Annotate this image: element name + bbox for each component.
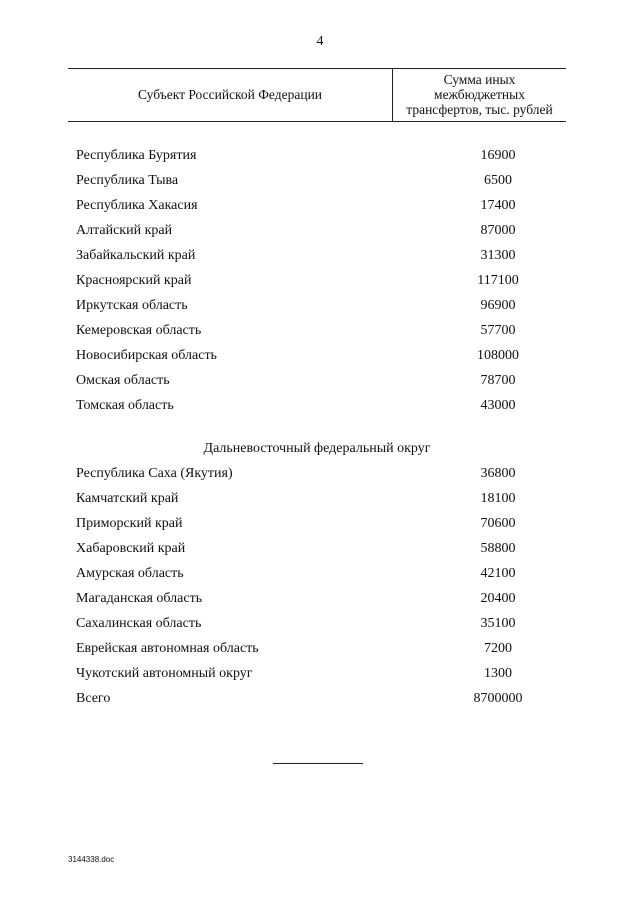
row-value: 57700 [480, 323, 516, 338]
row-name: Красноярский край [76, 273, 192, 288]
row-name: Алтайский край [76, 223, 173, 238]
table-row [68, 516, 566, 541]
table-row [68, 491, 566, 516]
row-value: 78700 [480, 373, 516, 388]
row-name: Республика Бурятия [76, 148, 197, 163]
row-name: Камчатский край [76, 491, 179, 506]
row-value: 17400 [480, 198, 516, 213]
header-amount-line1: Сумма иных [443, 72, 516, 87]
table-row [68, 223, 566, 248]
header-subject: Субъект Российской Федерации [137, 87, 323, 102]
row-name: Еврейская автономная область [76, 641, 259, 656]
page-number: 4 [316, 34, 324, 49]
header-amount [393, 72, 566, 117]
row-value: 43000 [480, 398, 516, 413]
table-row [68, 373, 566, 398]
row-name: Республика Хакасия [76, 198, 198, 213]
row-name: Амурская область [76, 566, 184, 581]
transfers-table [68, 68, 566, 706]
row-value: 20400 [480, 591, 516, 606]
table-row [68, 591, 566, 616]
row-value: 87000 [480, 223, 516, 238]
row-value: 108000 [477, 348, 519, 363]
header-amount-line2: межбюджетных [434, 87, 525, 102]
row-name: Сахалинская область [76, 616, 202, 631]
row-name: Чукотский автономный округ [76, 666, 253, 681]
row-name: Забайкальский край [76, 248, 196, 263]
row-value: 7200 [484, 641, 512, 656]
row-name: Омская область [76, 373, 170, 388]
table-row [68, 348, 566, 373]
table-row [68, 616, 566, 641]
section2-rows [68, 466, 566, 716]
table-header [68, 68, 566, 122]
row-name: Магаданская область [76, 591, 203, 606]
row-value: 16900 [480, 148, 516, 163]
row-value: 36800 [480, 466, 516, 481]
table-row [68, 541, 566, 566]
row-value: 70600 [480, 516, 516, 531]
row-name: Кемеровская область [76, 323, 202, 338]
row-name: Новосибирская область [76, 348, 217, 363]
table-row [68, 173, 566, 198]
header-amount-line3: трансфертов, тыс. рублей [406, 102, 553, 117]
section1-rows [68, 148, 566, 423]
row-value: 18100 [480, 491, 516, 506]
table-row [68, 273, 566, 298]
row-value: 42100 [480, 566, 516, 581]
row-value: 58800 [480, 541, 516, 556]
row-name: Томская область [76, 398, 174, 413]
row-value: 31300 [480, 248, 516, 263]
table-row [68, 198, 566, 223]
row-name: Республика Саха (Якутия) [76, 466, 233, 481]
table-row [68, 248, 566, 273]
footer-filename: 3144338.doc [68, 855, 115, 864]
row-name: Иркутская область [76, 298, 188, 313]
row-name: Хабаровский край [76, 541, 186, 556]
row-value: 117100 [477, 273, 519, 288]
total-row [68, 691, 566, 716]
row-value: 96900 [480, 298, 516, 313]
table-row [68, 398, 566, 423]
table-row [68, 148, 566, 173]
section-title: Дальневосточный федеральный округ [203, 441, 431, 456]
total-label: Всего [76, 691, 111, 706]
row-value: 35100 [480, 616, 516, 631]
table-row [68, 666, 566, 691]
row-value: 1300 [484, 666, 512, 681]
table-row [68, 466, 566, 491]
end-divider [273, 763, 363, 764]
table-row [68, 566, 566, 591]
table-row [68, 323, 566, 348]
table-row [68, 641, 566, 666]
total-value: 8700000 [473, 691, 523, 706]
row-value: 6500 [484, 173, 512, 188]
row-name: Приморский край [76, 516, 183, 531]
row-name: Республика Тыва [76, 173, 179, 188]
table-row [68, 298, 566, 323]
